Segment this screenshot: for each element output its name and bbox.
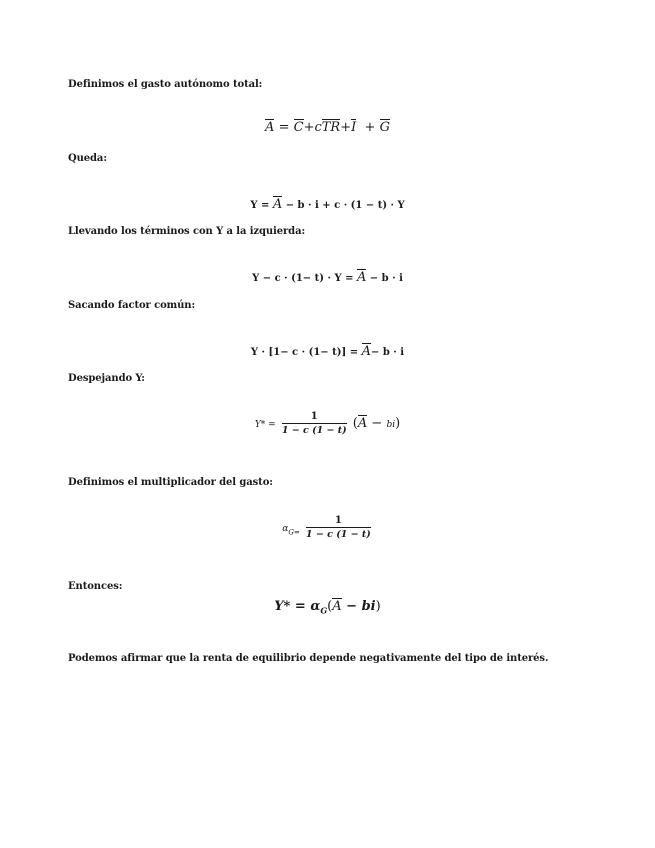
equation-y-star-alpha: [0, 599, 655, 616]
g-bar: G: [379, 120, 390, 135]
y-star-lhs: Y* =: [274, 599, 311, 614]
fraction-denominator: 1 − c (1 − t): [305, 529, 371, 540]
fraction-multiplier: [306, 515, 371, 540]
minus-sign: −: [341, 599, 362, 614]
fraction-denominator: 1 − c (1 − t): [281, 425, 347, 436]
fraction-numerator: 1: [306, 515, 371, 528]
a-bar: A: [356, 270, 367, 285]
paragraph-move-y-left: Llevando los términos con Y a la izquierda:: [68, 226, 306, 237]
c-term: c: [314, 120, 322, 135]
paragraph-define-multiplier: Definimos el multiplicador del gasto:: [68, 477, 273, 488]
eq3-before: Y − c · (1− t) · Y =: [252, 273, 357, 284]
paragraph-common-factor: Sacando factor común:: [68, 300, 196, 311]
equation-common-factor: [0, 344, 655, 359]
plus-sign: +: [364, 120, 376, 135]
fraction-numerator: 1: [282, 411, 347, 424]
alpha-subscript: G: [320, 605, 328, 616]
eq3-after: − b · i: [366, 273, 403, 284]
equation-y-star: [0, 411, 655, 436]
paren-open: (: [327, 599, 333, 614]
a-bar: A: [265, 120, 275, 135]
a-bar: A: [357, 416, 368, 431]
bi-term: bi: [386, 420, 396, 430]
minus-sign: −: [367, 416, 387, 431]
plus-sign: +: [303, 120, 315, 135]
alpha-symbol: α: [310, 599, 321, 614]
equals-sign: =: [278, 120, 290, 135]
alpha-symbol: α: [282, 524, 289, 534]
fraction-multiplier: [282, 411, 347, 436]
paren-close: ): [375, 599, 381, 614]
eq4-before: Y · [1− c · (1− t)] =: [250, 347, 362, 358]
alpha-subscript: G=: [288, 528, 300, 537]
paragraph-autonomous-spending: Definimos el gasto autónomo total:: [68, 79, 263, 90]
eq2-before: Y =: [250, 200, 273, 211]
c-bar: C: [293, 120, 304, 135]
equation-y-substituted: [0, 197, 655, 212]
paren-open: (: [352, 416, 358, 431]
paragraph-conclusion: Podemos afirmar que la renta de equilibrio depende negativamente del tipo de interés.: [68, 653, 549, 664]
a-bar: A: [272, 197, 283, 212]
bi-term: bi: [361, 599, 376, 614]
eq4-after: − b · i: [370, 347, 405, 358]
equation-y-left: [0, 270, 655, 285]
y-star-lhs: Y* =: [254, 420, 276, 430]
equation-alpha-g: [0, 515, 655, 540]
tr-bar: TR: [321, 120, 341, 135]
paragraph-entonces: Entonces:: [68, 581, 123, 592]
eq2-after: − b · i + c · (1 − t) · Y: [282, 200, 405, 211]
paragraph-queda: Queda:: [68, 153, 107, 164]
equation-autonomous-spending: [0, 120, 655, 135]
i-bar: I: [351, 120, 357, 135]
a-bar: A: [332, 599, 342, 614]
paren-close: ): [395, 416, 401, 431]
paragraph-solve-y: Despejando Y:: [68, 373, 145, 384]
a-bar: A: [361, 344, 371, 359]
plus-sign: +: [340, 120, 352, 135]
